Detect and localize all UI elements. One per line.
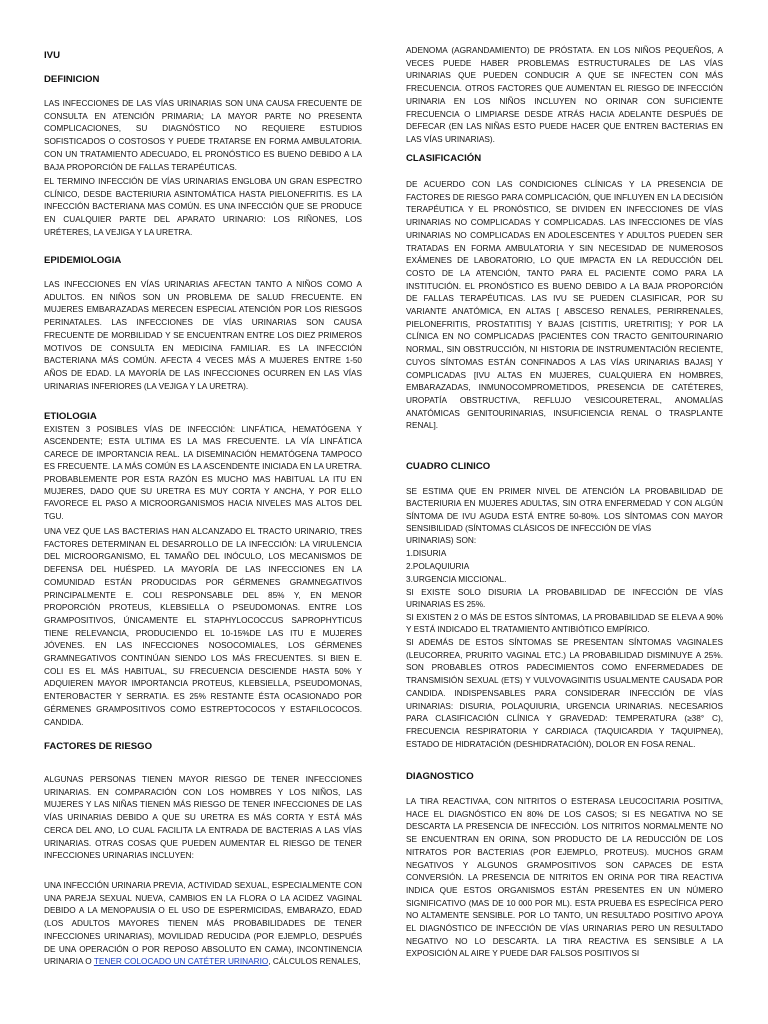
factores-text-before: UNA INFECCIÓN URINARIA PREVIA, ACTIVIDAD SEXUAL, ESPECIALMENTE CON UNA PAREJA SEXUAL NUEVA, CAMBIOS EN LA FLORA O LA ACIDEZ VAGINAL DEBIDO A LA MENOPAUSIA O EL USO DE ESPERMICIDAS, EMBARAZO, EDAD (LOS ADULTOS MAYORES TIENEN MÁS PROBABILIDADES DE TENER INFECCIONES URINARIAS), MOVILIDAD REDUCIDA (POR EJEMPLO, DESPUÉS DE UNA OPERACIÓN O POR REPOSO ABSOLUTO EN CAMA), INCONTINENCIA URINARIA O: [44, 881, 362, 967]
etiologia-paragraph-2: UNA VEZ QUE LAS BACTERIAS HAN ALCANZADO EL TRACTO URINARIO, TRES FACTORES DETERMINAN EL DESARROLLO DE LA INFECCIÓN: LA VIRULENCIA DEL MICROORGANISMO, EL TAMAÑO DEL INÓCULO, LOS MECANISMOS DE DEFENSA DEL HUÉSPED. LA MAYORÍA DE LAS INFECCIONES EN LA COMUNIDAD ESTÁN PRODUCIDAS POR GÉRMENES GRAMNEGATIVOS PRINCIPALMENTE E. COLI RESPONSABLE DEL 85% Y, EN MENOR PROPORCIÓN PROTEUS, KLEBSIELLA O PSEUDOMONAS. ENTRE LOS GRAMPOSITIVOS, ÚNICAMENTE EL STAPHYLOCOCCUS SAPROPHYTICUS TIENE RELEVANCIA, PRODUCIENDO EL 10-15%DE LAS ITU E MUJERES JÓVENES. EN LAS INFECCIONES NOSOCOMIALES, LOS GÉRMENES GRAMNEGATIVOS CONTINÚAN SIENDO LOS MÁS FRECUENTES. SI BIEN E. COLI ES EL MÁS HABITUAL, SU FRECUENCIA DESCIENDE HASTA 50% Y ADQUIEREN MAYOR IMPORTANCIA PROTEUS, KLEBSIELLA, PSEUDOMONAS, ENTEROBACTER Y SERRATIA. ES 25% RESTANTE ÉSTA OCASIONADO POR GÉRMENES GRAMPOSITIVOS COMO ESTREPTOCOCOS Y ESTAFILOCOCOS. CANDIDA.: [44, 527, 362, 727]
heading-definicion: DEFINICION: [44, 74, 100, 85]
catheter-link[interactable]: TENER COLOCADO UN CATÉTER URINARIO: [93, 957, 269, 967]
cuadro-paragraph-4: SI ADEMÁS DE ESTOS SÍNTOMAS SE PRESENTAN SÍNTOMAS VAGINALES (LEUCORREA, PRURITO VAGINAL ETC.) LA PROBABILIDAD DISMINUYE A 25%. SON PROBABLES OTROS PADECIMIENTOS COMO ENFERMEDADES DE TRANSMISIÓN SEXUAL (ETS) Y VULVOVAGINITIS USUALMENTE CAUSADA POR CANDIDA. INDISPENSABLES PARA CONSIDERAR INFECCIÓN DE VÍAS URINARIAS: DISURIA, POLAQUIURIA, URGENCIA URINARIAS. NECESARIOS PARA CLASIFICACIÓN CLÍNICA Y GRAVEDAD: TEMPERATURA (≥38° C), FRECUENCIA RESPIRATORIA Y CARDIACA (TAQUICARDIA Y TAQUIPNEA), ESTADO DE HIDRATACIÓN (DESHIDRATACIÓN), DOLOR EN FOSA RENAL.: [406, 638, 723, 749]
cuadro-list-item-1: 1.DISURIA: [406, 549, 447, 558]
etiologia-paragraph-1: EXISTEN 3 POSIBLES VÍAS DE INFECCIÓN: LINFÁTICA, HEMATÓGENA Y ASCENDENTE; ESTA ULTIMA ES LA MAS FRECUENTE. LA VÍA LINFÁTICA CARECE DE IMPORTANCIA REAL. LA DISEMINACIÓN HEMATÓGENA TAMPOCO ES FRECUENTE. LA MÁS COMÚN ES LA ASCENDENTE INICIADA EN LA URETRA. PROBABLEMENTE POR ESTA RAZÓN ES MUCHO MAS HABITUAL LA ITU EN MUJERES, DADO QUE SU URETRA ES MUY CORTA Y ANCHA, Y POR ELLO FAVORECE EL PASO A MICROORGANISMOS HACIA NIVELES MAS ALTOS DEL TGU.: [44, 425, 362, 521]
epidemiologia-paragraph: LAS INFECCIONES EN VÍAS URINARIAS AFECTAN TANTO A NIÑOS COMO A ADULTOS. EN NIÑOS SON UN PROBLEMA DE SALUD FRECUENTE. EN MUJERES EMBARAZADAS MERECEN ESPECIAL ATENCIÓN POR LOS RIESGOS PERINATALES. LAS INFECCIONES DE VÍAS URINARIAS SON CAUSA FRECUENTE DE MORBILIDAD Y SE ENCUENTRAN ENTRE LOS DIEZ PRIMEROS MOTIVOS DE CONSULTA EN MEDICINA FAMILIAR. ES LA INFECCIÓN BACTERIANA MÁS COMÚN. AFECTA 4 VECES MÁS A MUJERES ENTRE 1-50 AÑOS DE EDAD. LA MAYORÍA DE LAS INFECCIONES OCURREN EN LAS VÍAS URINARIAS INFERIORES (LA VEJIGA Y LA URETRA).: [44, 280, 362, 391]
cuadro-list-intro: URINARIAS) SON:: [406, 536, 477, 545]
heading-epidemiologia: EPIDEMIOLOGIA: [44, 255, 122, 266]
heading-factores-de-riesgo: FACTORES DE RIESGO: [44, 741, 153, 752]
cuadro-paragraph-1: SE ESTIMA QUE EN PRIMER NIVEL DE ATENCIÓN LA PROBABILIDAD DE BACTERIURIA EN MUJERES ADULTAS, SIN OTRA ENFERMEDAD Y CON ALGÚN SÍNTOMA DE IVU AGUDA ESTÁ ENTRE 50-80%. LOS SÍNTOMAS CON MAYOR SENSIBILIDAD (SÍNTOMAS CLÁSICOS DE INFECCIÓN DE VÍAS: [406, 487, 723, 534]
factores-text-after: , CÁLCULOS RENALES,: [268, 957, 361, 967]
factores-paragraph-1: ALGUNAS PERSONAS TIENEN MAYOR RIESGO DE TENER INFECCIONES URINARIAS. EN COMPARACIÓN CON LOS HOMBRES Y LOS NIÑOS, LAS MUJERES Y LAS NIÑAS TIENEN MÁS RIESGO DE TENER INFECCIONES DE LAS VÍAS URINARIAS DEBIDO A QUE SU URETRA ES MÁS CORTA Y ESTÁ MÁS CERCA DEL ANO, LO CUAL FACILITA LA ENTRADA DE BACTERIAS A LAS VÍAS URINARIAS. OTRAS COSAS QUE PUEDEN AUMENTAR EL RIESGO DE TENER INFECCIONES URINARIAS INCLUYEN:: [44, 775, 362, 861]
heading-diagnostico: DIAGNOSTICO: [406, 771, 474, 782]
heading-clasificacion: CLASIFICACIÓN: [406, 153, 482, 164]
document-title: IVU: [44, 50, 60, 61]
factores-continuation: ADENOMA (AGRANDAMIENTO) DE PRÓSTATA. EN LOS NIÑOS PEQUEÑOS, A VECES PUEDE HABER PROBLEMAS ESTRUCTURALES DE LAS VÍAS URINARIAS QUE PUEDEN CONDUCIR A QUE SE INFECTEN CON MÁS FRECUENCIA. OTROS FACTORES QUE AUMENTAN EL RIESGO DE INFECCIÓN URINARIA EN LOS NIÑOS INCLUYEN NO ORINAR CON SUFICIENTE FRECUENCIA O LIMPIARSE DESDE ATRÁS HACIA ADELANTE DESPUÉS DE DEFECAR (EN LAS NIÑAS ESTO PUEDE HACER QUE ENTREN BACTERIAS EN LAS VÍAS URINARIAS).: [406, 46, 723, 144]
cuadro-list-item-2: 2.POLAQUIURIA: [406, 562, 470, 571]
cuadro-list-item-3: 3.URGENCIA MICCIONAL.: [406, 575, 507, 584]
definicion-paragraph-1: LAS INFECCIONES DE LAS VÍAS URINARIAS SON UNA CAUSA FRECUENTE DE CONSULTA EN ATENCIÓN PRIMARIA; LA MAYOR PARTE NO PRESENTA COMPLICACIONES, SU DIAGNÓSTICO NO REQUIERE ESTUDIOS SOFISTICADOS O COSTOSOS Y PUEDE TRATARSE EN FORMA AMBULATORIA. CON UN TRATAMIENTO ADECUADO, EL PRONÓSTICO ES BUENO DEBIDO A LA BAJA PROPORCIÓN DE FALLAS TERAPÉUTICAS.: [44, 99, 362, 172]
definicion-paragraph-2: EL TERMINO INFECCIÓN DE VÍAS URINARIAS ENGLOBA UN GRAN ESPECTRO CLÍNICO, DESDE BACTERIURIA ASINTOMÁTICA HASTA PIELONEFRITIS. ES LA INFECCIÓN BACTERIANA MAS COMÚN. ES UNA INFECCIÓN QUE SE PRODUCE EN CUALQUIER PARTE DEL APARATO URINARIO: LOS RIÑONES, LOS URÉTERES, LA VEJIGA Y LA URETRA.: [44, 177, 362, 237]
heading-cuadro-clinico: CUADRO CLINICO: [406, 461, 491, 472]
cuadro-paragraph-2: SI EXISTE SOLO DISURIA LA PROBABILIDAD DE INFECCIÓN DE VÍAS URINARIAS ES 25%.: [406, 588, 723, 610]
cuadro-paragraph-3: SI EXISTEN 2 O MÁS DE ESTOS SÍNTOMAS, LA PROBABILIDAD SE ELEVA A 90% Y ESTÁ INDICADO EL TRATAMIENTO ANTIBIÓTICO EMPÍRICO.: [406, 613, 723, 635]
heading-etiologia: ETIOLOGIA: [44, 411, 97, 422]
diagnostico-paragraph: LA TIRA REACTIVAA, CON NITRITOS O ESTERASA LEUCOCITARIA POSITIVA, HACE EL DIAGNÓSTICO EN 80% DE LOS CASOS; SI ES NEGATIVA NO SE DESCARTA LA PRESENCIA DE INFECCIÓN. LOS NITRITOS NORMALMENTE NO SE ENCUENTRAN EN ORINA, SON PRODUCTO DE LA REDUCCIÓN DE LOS NITRATOS POR BACTERIAS (POR EJEMPLO, PROTEUS). MUCHOS GRAM NEGATIVOS Y ALGUNOS GRAMPOSITIVOS SON CAPACES DE ESTA CONVERSIÓN. LA PRESENCIA DE NITRITOS EN ORINA POR TIRA REACTIVA INDICA QUE ESTOS ORGANISMOS ESTÁN PRESENTES EN UN NÚMERO SIGNIFICATIVO (MAS DE 10 000 POR ML). ESTA PRUEBA ES ESPECÍFICA PERO NO ALTAMENTE SENSIBLE. POR LO TANTO, UN RESULTADO POSITIVO APOYA EL DIAGNÓSTICO DE INFECCIÓN DE VÍAS URINARIAS PERO UN RESULTADO NEGATIVO NO LO DESCARTA. LA TIRA REACTIVA ES SENSIBLE A LA EXPOSICIÓN AL AIRE Y PUEDE DAR FALSOS POSITIVOS SI: [406, 797, 723, 959]
factores-paragraph-2: [44, 880, 362, 969]
clasificacion-paragraph: DE ACUERDO CON LAS CONDICIONES CLÍNICAS Y LA PRESENCIA DE FACTORES DE RIESGO PARA COMPLICACIÓN, QUE INFLUYEN EN LA DECISIÓN TERAPÉUTICA Y EL PRONÓSTICO, SE DIVIDEN EN INFECCIONES DE VÍAS URINARIAS NO COMPLICADAS Y COMPLICADAS. LAS INFECCIONES DE VÍAS URINARIAS NO COMPLICADAS EN ADOLESCENTES Y ADULTOS PUEDEN SER TRATADAS EN FORMA AMBULATORIA Y SIN NECESIDAD DE NUMEROSOS EXÁMENES DE LABORATORIO, LO QUE IMPACTA EN LA REDUCCIÓN DEL COSTO DE LA ATENCIÓN, TANTO PARA EL PACIENTE COMO PARA LA INSTITUCIÓN. EL PRONÓSTICO ES BUENO DEBIDO A LA BAJA PROPORCIÓN DE FALLAS TERAPÉUTICAS. LAS IVU SE PUEDEN CLASIFICAR, POR SU VARIANTE ANATÓMICA, EN ALTAS [ ABSCESO RENALES, PERIRRENALES, PIELONEFRITIS, PROSTATITIS] Y BAJAS [CISTITIS, URETRITIS]; Y POR LA CLÍNICA EN NO COMPLICADAS [PACIENTES CON TRACTO GENITOURINARIO NORMAL, SIN OBSTRUCCIÓN, NI HISTORIA DE INSTRUMENTACIÓN RECIENTE, CUYOS SÍNTOMAS ESTÁN CONFINADOS A LAS VÍAS URINARIAS BAJAS] Y COMPLICADAS [IVU ALTAS EN MUJERES, CUALQUIERA EN HOMBRES, EMBARAZADAS, INMUNOCOMPROMETIDOS, PRESENCIA DE CATÉTERES, UROPATÍA OBSTRUCTIVA, REFLUJO VESICOURETERAL, ANOMALÍAS ANATÓMICAS GENITOURINARIAS, INSUFICIENCIA RENAL O TRASPLANTE RENAL].: [406, 180, 723, 431]
